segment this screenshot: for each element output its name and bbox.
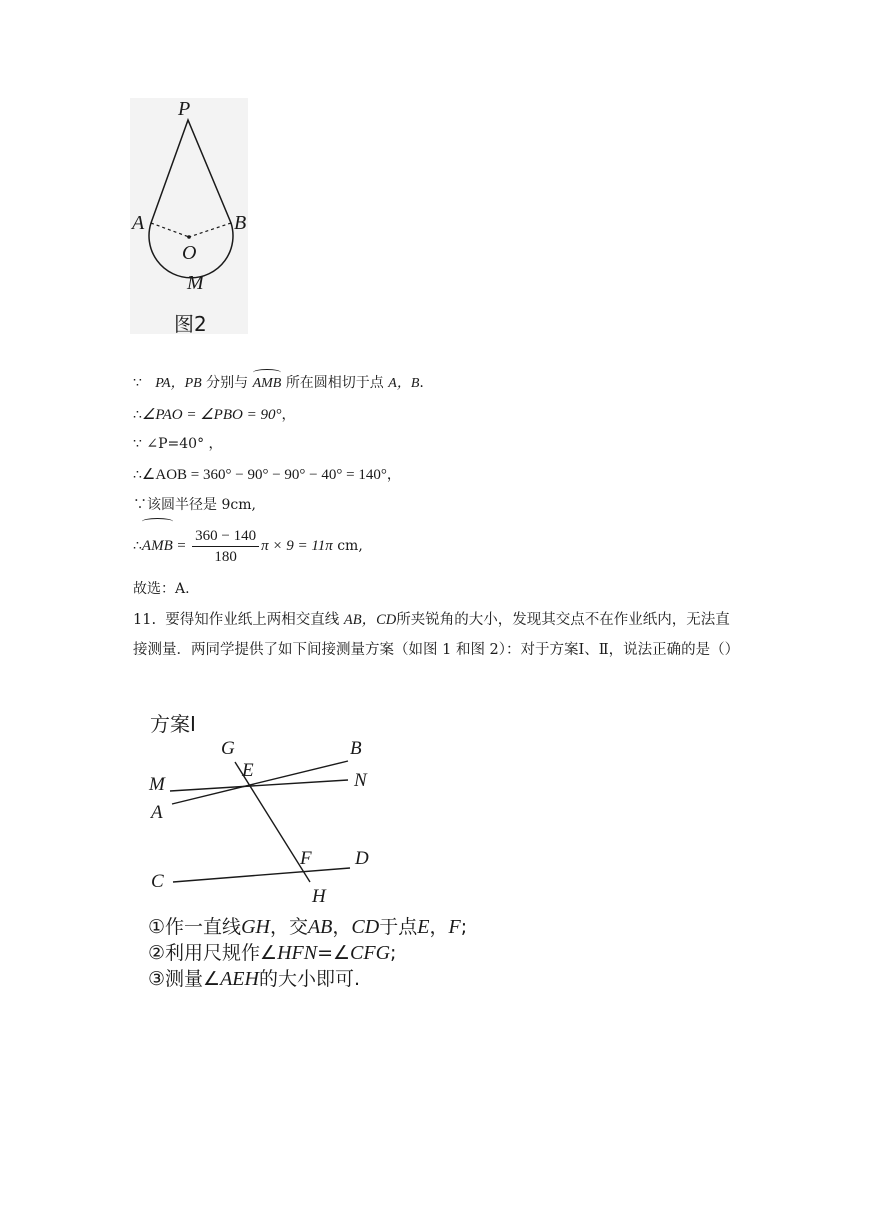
angle-aob-equation: ∠AOB = 360° − 90° − 90° − 40° = 140° <box>141 467 387 483</box>
unit: cm, <box>337 538 363 554</box>
fraction-numerator: 360 − 140 <box>192 526 259 547</box>
line-label: CD <box>351 916 380 938</box>
equals-sign: = <box>177 538 186 554</box>
therefore-symbol: ∴ <box>133 407 142 423</box>
figure-background <box>130 98 248 334</box>
because-symbol: ∵ <box>133 497 147 513</box>
text-fragment: ， <box>386 467 401 483</box>
step-text: ，交 <box>269 916 308 938</box>
label-h: H <box>312 886 326 907</box>
label-e: E <box>242 760 254 781</box>
therefore-symbol: ∴ <box>133 467 142 483</box>
step-number: ③ <box>148 968 166 990</box>
label-a: A <box>151 802 163 823</box>
angle-label: AEH <box>220 968 259 990</box>
step-text: 测量∠ <box>165 968 221 990</box>
angle-label: HFN <box>277 942 318 964</box>
arc-amb: AMB <box>142 522 173 570</box>
question-number: 11. <box>133 612 157 628</box>
step-text: 于点 <box>379 916 418 938</box>
label-d: D <box>355 848 369 869</box>
figure-caption: 图2 <box>174 312 207 336</box>
tangent-points: A，B <box>388 376 420 391</box>
label-b: B <box>234 212 247 234</box>
center-point <box>187 235 191 239</box>
label-o: O <box>182 242 197 264</box>
text-fragment: 所在圆相切于点 <box>285 375 384 391</box>
step-number: ① <box>148 916 166 938</box>
angle-given: ∠P=40° <box>146 436 205 452</box>
tangent-lines: PA，PB <box>155 376 202 391</box>
step-text: 的大小即可. <box>258 968 361 990</box>
label-b: B <box>350 738 362 759</box>
point-label: E <box>417 916 430 938</box>
step-number: ② <box>148 942 166 964</box>
therefore-symbol: ∴ <box>133 538 142 554</box>
label-c: C <box>151 871 164 892</box>
label-g: G <box>221 738 235 759</box>
step-3 <box>148 964 360 991</box>
line-label: GH <box>241 916 270 938</box>
figure-2 <box>130 98 248 334</box>
text-fragment: . <box>419 375 424 391</box>
arc-amb: AMB <box>253 373 282 395</box>
answer-line: 故选：A. <box>133 581 190 597</box>
step-text: ; <box>460 916 468 938</box>
text-fragment: ， <box>281 407 296 423</box>
teardrop-diagram <box>130 98 248 334</box>
angle-equation: ∠PAO = ∠PBO = 90° <box>141 407 282 423</box>
solution-line-6 <box>133 522 363 570</box>
step-1 <box>148 912 467 939</box>
because-symbol: ∵ <box>133 436 142 452</box>
label-f: F <box>300 848 312 869</box>
solution-line-1 <box>133 372 424 394</box>
step-text: ， <box>332 916 352 938</box>
solution-line-3 <box>133 433 223 455</box>
step-text: ， <box>429 916 449 938</box>
arc-length-expression: π × 9 = 11π <box>261 538 333 554</box>
step-text: ; <box>390 942 397 964</box>
angle-label: CFG <box>350 942 391 964</box>
step-text: 利用尺规作∠ <box>165 942 278 964</box>
text-fragment: ， <box>208 436 223 452</box>
fraction <box>192 526 259 567</box>
question-11 <box>133 605 738 665</box>
scheme-title: 方案Ⅰ <box>150 712 196 736</box>
step-2 <box>148 938 396 965</box>
label-p: P <box>178 98 191 120</box>
solution-line-2 <box>133 404 295 426</box>
step-text: 作一直线 <box>165 916 242 938</box>
label-n: N <box>354 770 367 791</box>
label-m: M <box>187 272 204 294</box>
line-names: AB，CD <box>343 612 397 628</box>
question-text-rest: 所夹锐角的大小，发现其交点不在作业纸内，无法直接测量．两同学提供了如下间接测量方案（如图 1 和图 2）：对于方案Ⅰ、Ⅱ，说法正确的是（） <box>133 612 740 658</box>
solution-line-4 <box>133 464 401 486</box>
step-text: =∠ <box>317 942 351 964</box>
figure-1 <box>140 704 520 994</box>
solution-line-5 <box>133 494 256 516</box>
radius-statement: 该圆半径是 9cm, <box>147 497 256 513</box>
label-m: M <box>149 774 165 795</box>
because-symbol: ∵ <box>133 375 142 391</box>
text-fragment: 分别与 <box>206 375 249 391</box>
question-text-start: 要得知作业纸上两相交直线 <box>165 612 340 628</box>
line-label: AB <box>307 916 333 938</box>
label-a: A <box>132 212 145 234</box>
point-label: F <box>448 916 461 938</box>
fraction-denominator: 180 <box>214 548 237 565</box>
